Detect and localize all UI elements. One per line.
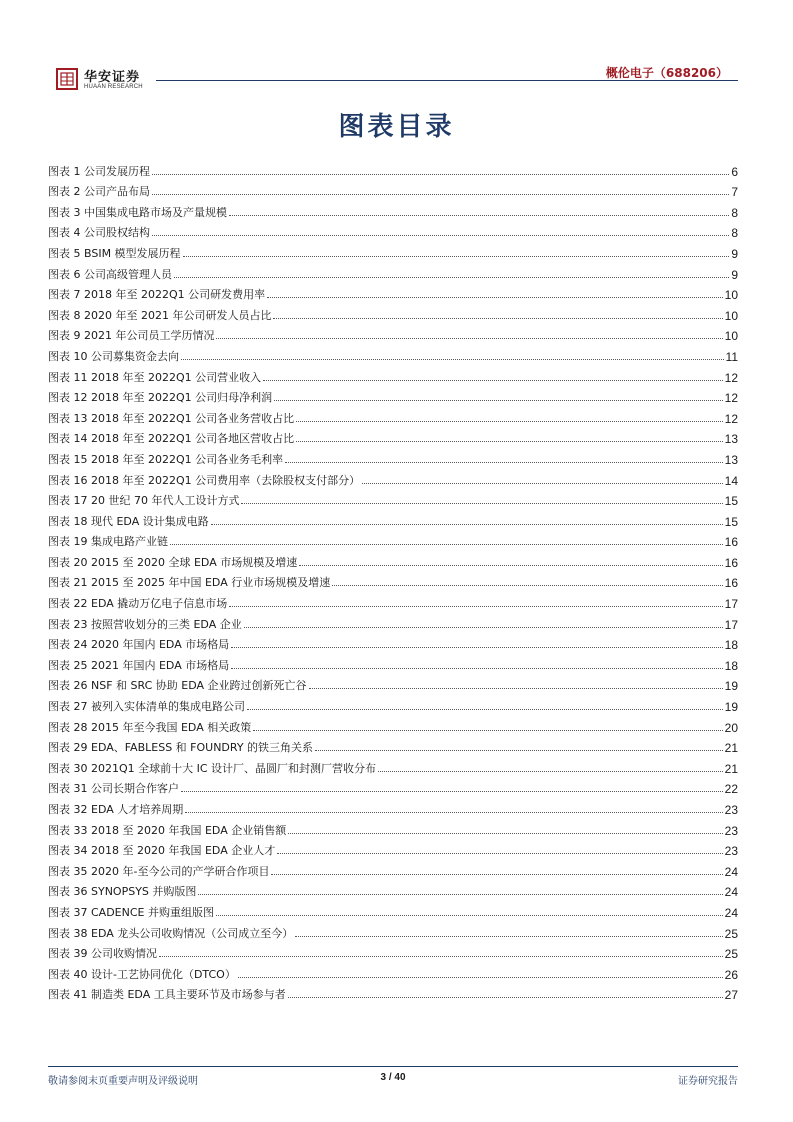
toc-entry-page: 19 (724, 679, 738, 694)
toc-entry-label: 图表 32 EDA 人才培养周期 (48, 803, 184, 816)
toc-leader-dots (296, 441, 723, 442)
toc-entry-label: 图表 26 NSF 和 SRC 协助 EDA 企业跨过创新死亡谷 (48, 679, 307, 693)
toc-entry-page: 25 (724, 926, 738, 941)
toc-entry-label: 图表 15 2018 年至 2022Q1 公司各业务毛利率 (48, 452, 284, 466)
toc-entry[interactable] (48, 529, 738, 550)
toc-entry-page: 23 (724, 803, 738, 817)
toc-entry-label: 图表 28 2015 年至今我国 EDA 相关政策 (48, 720, 252, 734)
toc-entry-label: 图表 3 中国集成电路市场及产量规模 (48, 205, 227, 219)
toc-entry[interactable] (48, 611, 738, 632)
toc-entry-page: 24 (724, 864, 738, 879)
toc-leader-dots (216, 338, 722, 339)
toc-entry-page: 10 (724, 288, 738, 303)
toc-entry-label: 图表 24 2020 年国内 EDA 市场格局 (48, 638, 230, 652)
toc-entry-label: 图表 17 20 世纪 70 年代人工设计方式 (48, 494, 240, 508)
toc-entry-page: 15 (724, 494, 738, 509)
header-rule (156, 80, 738, 81)
toc-entry[interactable] (48, 158, 738, 179)
toc-leader-dots (288, 833, 722, 834)
toc-entry-page: 16 (724, 576, 738, 591)
toc-entry[interactable] (48, 343, 738, 364)
toc-entry-label: 图表 18 现代 EDA 设计集成电路 (48, 514, 209, 528)
toc-leader-dots (231, 647, 722, 648)
toc-entry-page: 26 (724, 967, 738, 982)
toc-entry[interactable] (48, 405, 738, 426)
toc-entry-label: 图表 2 公司产品布局 (48, 185, 150, 199)
toc-entry-label: 图表 23 按照营收划分的三类 EDA 企业 (48, 617, 242, 631)
toc-entry[interactable] (48, 714, 738, 735)
toc-leader-dots (273, 318, 722, 319)
toc-entry[interactable] (48, 590, 738, 611)
toc-entry-page: 9 (731, 246, 738, 261)
toc-leader-dots (263, 380, 723, 381)
toc-leader-dots (378, 771, 723, 772)
toc-entry[interactable] (48, 426, 738, 447)
toc-leader-dots (238, 977, 723, 978)
toc-entry-label: 图表 20 2015 至 2020 全球 EDA 市场规模及增速 (48, 555, 298, 569)
figure-toc (48, 158, 738, 1002)
toc-entry[interactable] (48, 488, 738, 509)
toc-leader-dots (183, 256, 730, 257)
toc-leader-dots (211, 524, 723, 525)
toc-leader-dots (285, 462, 723, 463)
toc-entry-label: 图表 41 制造类 EDA 工具主要环节及市场参与者 (48, 988, 286, 1002)
toc-entry-page: 18 (724, 658, 738, 673)
toc-entry[interactable] (48, 879, 738, 900)
toc-entry-label: 图表 35 2020 年-至今公司的产学研合作项目 (48, 864, 270, 878)
toc-leader-dots (152, 194, 729, 195)
toc-leader-dots (181, 359, 724, 360)
toc-leader-dots (253, 730, 722, 731)
toc-leader-dots (247, 709, 723, 710)
toc-entry-page: 25 (724, 947, 738, 962)
toc-leader-dots (229, 215, 729, 216)
toc-entry-label: 图表 34 2018 至 2020 年我国 EDA 企业人才 (48, 844, 276, 858)
toc-entry[interactable] (48, 508, 738, 529)
toc-entry-label: 图表 27 被列入实体清单的集成电路公司 (48, 700, 245, 714)
toc-entry-label: 图表 36 SYNOPSYS 并购版图 (48, 885, 197, 899)
huaan-logo-icon (56, 68, 78, 90)
toc-entry-label: 图表 31 公司长期合作客户 (48, 782, 179, 796)
toc-entry-label: 图表 5 BSIM 模型发展历程 (48, 246, 181, 260)
toc-leader-dots (159, 956, 723, 957)
toc-entry-page: 20 (724, 720, 738, 735)
toc-entry[interactable] (48, 549, 738, 570)
toc-leader-dots (229, 606, 722, 607)
toc-entry[interactable] (48, 467, 738, 488)
toc-entry-label: 图表 7 2018 年至 2022Q1 公司研发费用率 (48, 288, 266, 302)
toc-entry[interactable] (48, 240, 738, 261)
toc-leader-dots (274, 400, 723, 401)
toc-entry-page: 17 (724, 617, 738, 632)
toc-entry-page: 17 (724, 597, 738, 612)
toc-entry[interactable] (48, 899, 738, 920)
toc-leader-dots (288, 997, 723, 998)
toc-entry-page: 8 (731, 205, 738, 220)
toc-entry[interactable] (48, 261, 738, 282)
toc-entry[interactable] (48, 652, 738, 673)
page-footer (48, 1066, 738, 1096)
toc-entry-page: 14 (724, 473, 738, 488)
toc-entry-page: 7 (731, 185, 738, 200)
toc-entry-page: 21 (724, 741, 738, 756)
toc-entry-label: 图表 12 2018 年至 2022Q1 公司归母净利润 (48, 391, 273, 405)
toc-leader-dots (198, 894, 722, 895)
toc-entry-page: 12 (724, 391, 738, 406)
footer-disclaimer: 敬请参阅末页重要声明及评级说明 (48, 1076, 198, 1087)
toc-entry-page: 12 (724, 411, 738, 426)
toc-leader-dots (174, 277, 729, 278)
toc-leader-dots (152, 174, 729, 175)
toc-entry[interactable] (48, 982, 738, 1003)
toc-leader-dots (295, 936, 722, 937)
toc-entry[interactable] (48, 817, 738, 838)
toc-entry-page: 24 (724, 885, 738, 900)
toc-entry[interactable] (48, 199, 738, 220)
toc-entry-label: 图表 13 2018 年至 2022Q1 公司各业务营收占比 (48, 411, 295, 425)
toc-leader-dots (315, 750, 723, 751)
toc-entry[interactable] (48, 302, 738, 323)
toc-entry[interactable] (48, 838, 738, 859)
toc-entry-label: 图表 29 EDA、FABLESS 和 FOUNDRY 的铁三角关系 (48, 741, 314, 755)
toc-entry[interactable] (48, 941, 738, 962)
toc-leader-dots (152, 235, 729, 236)
page-header (48, 62, 748, 98)
footer-rule (48, 1066, 738, 1067)
toc-entry-label: 图表 9 2021 年公司员工学历情况 (48, 329, 215, 343)
toc-entry-label: 图表 14 2018 年至 2022Q1 公司各地区营收占比 (48, 432, 295, 446)
logo-cn-text: 华安证券 (84, 70, 141, 85)
toc-entry-label: 图表 4 公司股权结构 (48, 226, 150, 240)
toc-leader-dots (185, 812, 722, 813)
toc-leader-dots (181, 791, 723, 792)
toc-entry-page: 21 (724, 761, 738, 776)
toc-entry[interactable] (48, 796, 738, 817)
toc-entry[interactable] (48, 673, 738, 694)
toc-entry-page: 22 (724, 782, 738, 797)
toc-entry[interactable] (48, 858, 738, 879)
toc-entry[interactable] (48, 693, 738, 714)
page-number: 3 / 40 (380, 1072, 406, 1083)
toc-entry-page: 18 (724, 638, 738, 653)
toc-entry-label: 图表 16 2018 年至 2022Q1 公司费用率（去除股权支付部分） (48, 473, 361, 487)
toc-leader-dots (309, 688, 723, 689)
toc-entry-label: 图表 38 EDA 龙头公司收购情况（公司成立至今） (48, 926, 294, 940)
toc-entry-label: 图表 10 公司募集资金去向 (48, 349, 179, 363)
footer-report-type: 证券研究报告 (678, 1076, 738, 1087)
toc-entry-label: 图表 30 2021Q1 全球前十大 IC 设计厂、晶圆厂和封测厂营收分布 (48, 761, 377, 775)
toc-leader-dots (244, 627, 723, 628)
toc-leader-dots (170, 544, 723, 545)
toc-entry[interactable] (48, 776, 738, 797)
toc-leader-dots (241, 503, 722, 504)
toc-leader-dots (332, 585, 722, 586)
toc-entry-page: 10 (724, 308, 738, 323)
toc-entry-page: 8 (731, 226, 738, 241)
toc-entry[interactable] (48, 920, 738, 941)
toc-entry[interactable] (48, 632, 738, 653)
toc-entry[interactable] (48, 385, 738, 406)
toc-entry-label: 图表 33 2018 至 2020 年我国 EDA 企业销售额 (48, 823, 287, 837)
toc-entry-page: 9 (731, 267, 738, 282)
toc-entry-page: 10 (724, 329, 738, 344)
toc-entry[interactable] (48, 570, 738, 591)
toc-entry[interactable] (48, 220, 738, 241)
toc-entry-label: 图表 25 2021 年国内 EDA 市场格局 (48, 658, 230, 672)
toc-entry-page: 6 (731, 164, 738, 179)
toc-entry-page: 11 (725, 349, 738, 364)
toc-entry-label: 图表 37 CADENCE 并购重组版图 (48, 905, 214, 919)
toc-entry-label: 图表 21 2015 至 2025 年中国 EDA 行业市场规模及增速 (48, 576, 331, 590)
logo-en-text: HUAAN RESEARCH (84, 84, 143, 90)
toc-leader-dots (271, 874, 722, 875)
page-title: 图表目录 (338, 112, 455, 142)
toc-entry[interactable] (48, 735, 738, 756)
toc-entry-page: 16 (724, 535, 738, 550)
toc-entry-page: 13 (724, 432, 738, 447)
toc-leader-dots (277, 853, 722, 854)
toc-entry-page: 15 (724, 514, 738, 529)
header-company: 概伦电子（688206） (605, 66, 728, 80)
toc-entry[interactable] (48, 961, 738, 982)
toc-leader-dots (299, 565, 722, 566)
toc-leader-dots (267, 297, 723, 298)
toc-entry-page: 16 (724, 555, 738, 570)
toc-entry[interactable] (48, 755, 738, 776)
toc-entry-label: 图表 19 集成电路产业链 (48, 535, 168, 549)
toc-entry-label: 图表 1 公司发展历程 (48, 164, 150, 178)
toc-leader-dots (231, 668, 722, 669)
toc-entry-page: 27 (724, 988, 738, 1003)
toc-entry-label: 图表 40 设计-工艺协同优化（DTCO） (48, 967, 236, 981)
toc-entry-label: 图表 11 2018 年至 2022Q1 公司营业收入 (48, 370, 262, 384)
toc-entry-label: 图表 22 EDA 撬动万亿电子信息市场 (48, 597, 228, 611)
toc-leader-dots (296, 421, 723, 422)
toc-leader-dots (216, 915, 723, 916)
toc-entry-label: 图表 6 公司高级管理人员 (48, 267, 172, 281)
toc-entry-page: 23 (724, 823, 738, 838)
toc-entry-label: 图表 39 公司收购情况 (48, 947, 157, 961)
toc-entry-page: 24 (724, 905, 738, 920)
toc-entry-page: 19 (724, 700, 738, 715)
toc-entry[interactable] (48, 282, 738, 303)
toc-entry-page: 13 (724, 452, 738, 467)
toc-entry-page: 12 (724, 370, 738, 385)
toc-entry-label: 图表 8 2020 年至 2021 年公司研发人员占比 (48, 308, 272, 322)
toc-entry[interactable] (48, 446, 738, 467)
toc-entry[interactable] (48, 323, 738, 344)
toc-entry[interactable] (48, 364, 738, 385)
toc-leader-dots (362, 483, 723, 484)
toc-entry[interactable] (48, 179, 738, 200)
toc-entry-page: 23 (724, 844, 738, 859)
